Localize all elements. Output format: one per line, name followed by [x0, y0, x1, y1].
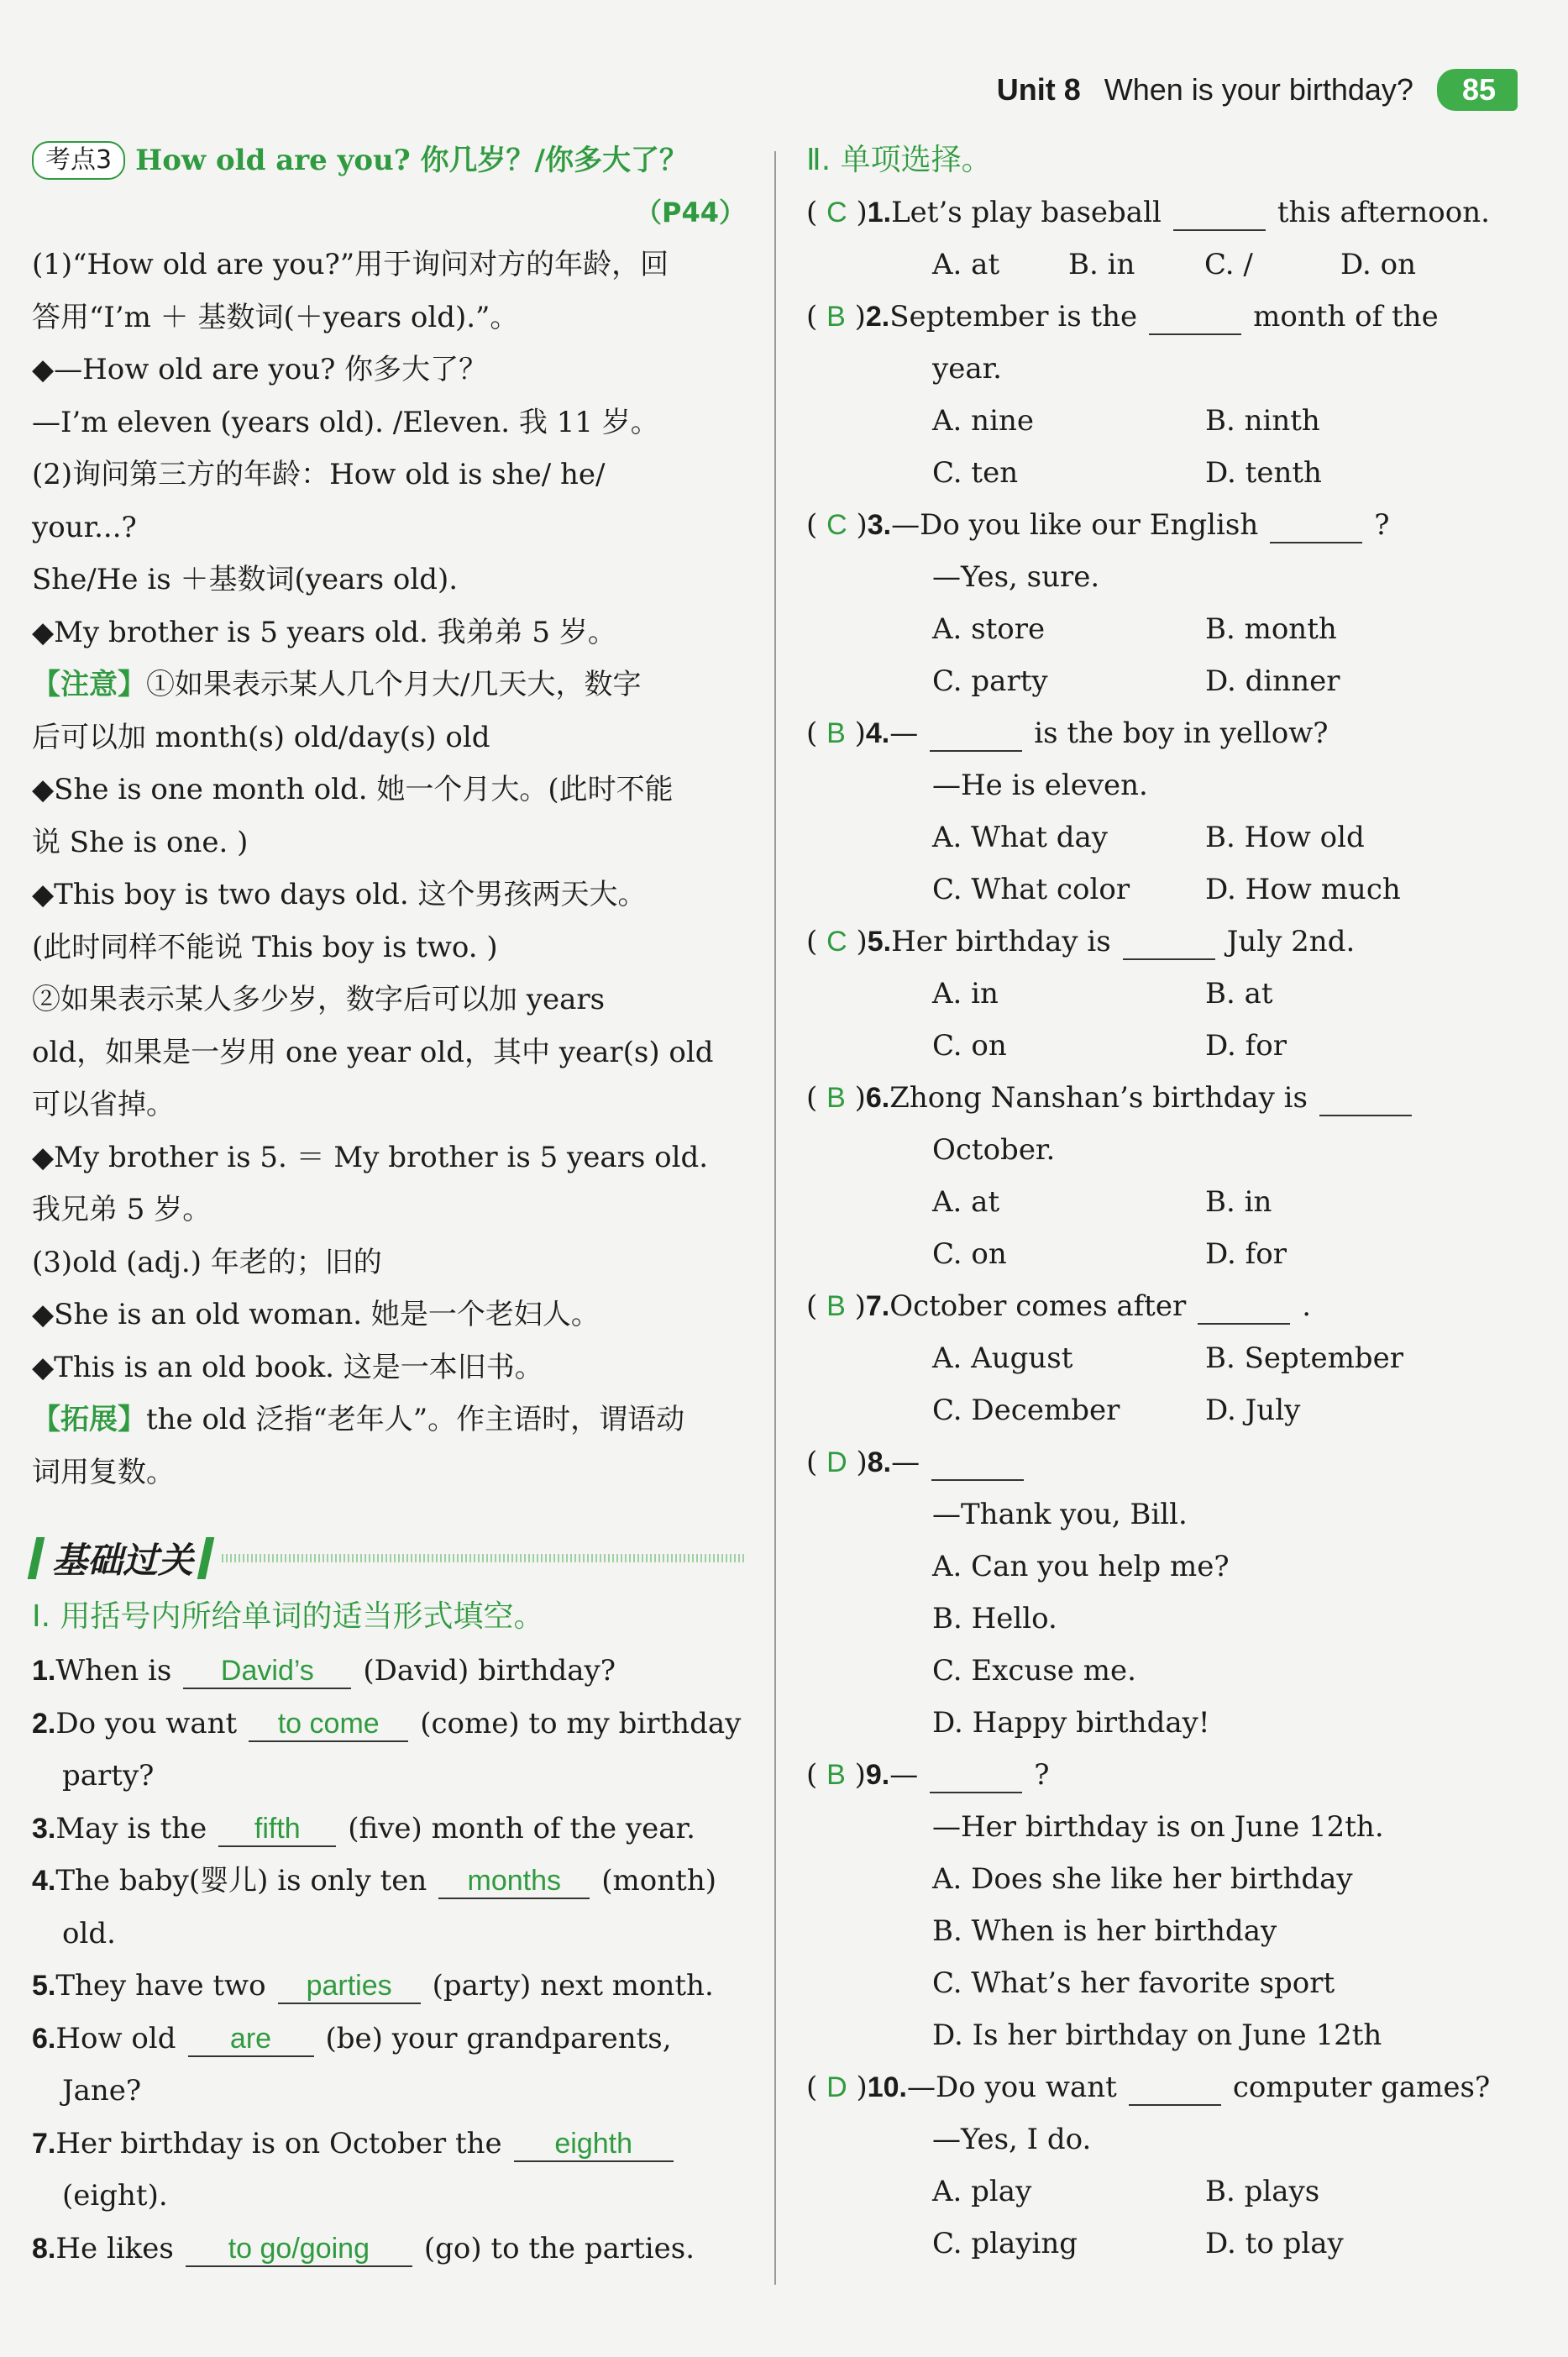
answer-bracket: ( B ) — [806, 717, 866, 750]
question-number: 1. — [32, 1655, 56, 1687]
note-lines — [32, 711, 746, 1394]
question-text: Do you want — [55, 1706, 238, 1740]
option-row — [806, 1228, 1529, 1280]
answer-blank[interactable]: to go/going — [186, 2232, 412, 2267]
note-line: (3)old (adj.) 年老的；旧的 — [32, 1245, 382, 1279]
stem-part1: Let’s play baseball — [891, 196, 1162, 229]
expand-text: the old 泛指“老年人”。作主语时，谓语动 — [146, 1403, 685, 1436]
question-hint: (be) your grandparents, — [325, 2021, 672, 2055]
option-row — [806, 1020, 1529, 1072]
part1-title: Ⅰ. 用括号内所给单词的适当形式填空。 — [32, 1599, 544, 1634]
stem-blank — [1123, 925, 1215, 960]
option-row — [806, 1593, 1529, 1645]
explanation-line: 答用“I’m ＋ 基数词(＋years old).”。 — [32, 300, 519, 334]
fill-question — [32, 2223, 746, 2276]
option-c[interactable]: C. December — [932, 1394, 1120, 1427]
question-number: 7. — [32, 2127, 56, 2160]
option-row — [806, 1541, 1529, 1593]
question-number: 1. — [867, 197, 892, 228]
expand-first-line — [32, 1394, 746, 1446]
stem-continuation: —He is eleven. — [932, 769, 1148, 802]
option-c[interactable]: C. party — [932, 664, 1048, 698]
stem-part1: — — [889, 717, 919, 750]
question-number: 4. — [865, 717, 890, 749]
option-b[interactable]: B. How old — [1205, 821, 1365, 854]
fill-question — [32, 1803, 746, 1856]
question-number: 9. — [865, 1759, 890, 1791]
question-text: The baby(婴儿) is only ten — [55, 1864, 427, 1898]
fill-question — [32, 1855, 746, 1908]
page-header — [997, 69, 1518, 111]
option-a[interactable]: A. in — [932, 977, 999, 1011]
stem-part1: Zhong Nanshan’s birthday is — [889, 1081, 1308, 1115]
stem-part2: . — [1302, 1289, 1312, 1323]
option-a[interactable]: A. nine — [932, 404, 1034, 438]
option-c[interactable]: C. ten — [932, 456, 1019, 490]
answer-bracket: ( B ) — [806, 1081, 866, 1115]
option-row — [806, 2218, 1529, 2270]
page-number: 85 — [1437, 69, 1518, 111]
selected-answer[interactable]: C — [826, 197, 847, 228]
answer-bracket: ( C ) — [806, 196, 868, 229]
stem-continuation: year. — [932, 352, 1002, 386]
option-c[interactable]: C. on — [932, 1237, 1007, 1271]
question-text: Her birthday is on October the — [55, 2126, 502, 2160]
left-column — [32, 134, 746, 2275]
option-b[interactable]: B. in — [1068, 248, 1135, 281]
option-a[interactable]: A. store — [932, 612, 1046, 646]
question-text: How old — [55, 2021, 176, 2055]
question-hint: (come) to my birthday — [420, 1706, 742, 1740]
option-c[interactable]: C. on — [932, 1029, 1007, 1063]
option-row — [806, 864, 1529, 916]
selected-answer[interactable]: C — [826, 926, 847, 958]
option-b[interactable]: B. Hello. — [932, 1602, 1057, 1635]
selected-answer[interactable]: B — [826, 717, 846, 749]
question-number: 2. — [865, 301, 890, 333]
option-d[interactable]: D. dinner — [1205, 664, 1340, 698]
option-b[interactable]: B. month — [1205, 612, 1337, 646]
stem-part1: —Do you like our English — [891, 508, 1259, 542]
option-d[interactable]: D. tenth — [1205, 456, 1322, 490]
note-line: ◆She is an old woman. 她是一个老妇人。 — [32, 1298, 600, 1331]
stem-part2: is the boy in yellow? — [1034, 717, 1329, 750]
mc-question — [806, 1072, 1529, 1124]
option-row — [806, 655, 1529, 707]
option-row — [806, 968, 1529, 1020]
selected-answer[interactable]: D — [826, 2071, 847, 2103]
option-d[interactable]: D. for — [1205, 1029, 1287, 1063]
stem-part1: — — [891, 1446, 920, 1479]
note-first-line — [32, 659, 746, 711]
stem-blank — [1270, 508, 1362, 543]
mc-question — [806, 499, 1529, 551]
note-line: ②如果表示某人多少岁，数字后可以加 years — [32, 983, 606, 1016]
question-number: 5. — [867, 926, 892, 958]
explanation-line: —I’m eleven (years old). /Eleven. 我 11 岁。 — [32, 405, 659, 439]
fill-question — [32, 1645, 746, 1698]
stem-continuation: —Her birthday is on June 12th. — [932, 1810, 1384, 1844]
note-line: 说 She is one. ) — [32, 825, 249, 859]
option-row — [806, 1957, 1529, 2009]
answer-bracket: ( B ) — [806, 300, 866, 333]
answer-bracket: ( C ) — [806, 925, 868, 958]
question-number: 10. — [867, 2071, 907, 2103]
stem-blank — [1173, 196, 1266, 231]
question-number: 6. — [865, 1082, 890, 1114]
section-bar-left — [28, 1537, 45, 1579]
answer-bracket: ( B ) — [806, 1289, 866, 1323]
stem-blank — [1129, 2071, 1221, 2106]
option-row — [806, 447, 1529, 499]
note-line: ◆This boy is two days old. 这个男孩两天大。 — [32, 878, 647, 911]
stem-blank — [1198, 1289, 1290, 1325]
note-line: 后可以加 month(s) old/day(s) old — [32, 720, 490, 754]
answer-bracket: ( D ) — [806, 2071, 868, 2104]
fill-question — [32, 1698, 746, 1751]
option-c[interactable]: C. Excuse me. — [932, 1654, 1136, 1688]
stem-continuation: —Yes, sure. — [932, 560, 1100, 594]
section-title: 基础过关 — [52, 1540, 194, 1581]
option-row — [806, 2165, 1529, 2218]
answer-blank[interactable]: David’s — [183, 1654, 351, 1689]
option-b[interactable]: B. September — [1205, 1341, 1403, 1375]
answer-bracket: ( C ) — [806, 508, 868, 542]
unit-label: Unit 8 — [996, 72, 1081, 107]
note-line: old，如果是一岁用 one year old，其中 year(s) old — [32, 1035, 714, 1069]
selected-answer[interactable]: B — [826, 1082, 846, 1114]
mc-question — [806, 1280, 1529, 1332]
stem-part1: September is the — [889, 300, 1138, 333]
option-row — [806, 1853, 1529, 1905]
question-number: 7. — [865, 1290, 890, 1322]
mc-question — [806, 2061, 1529, 2113]
option-d[interactable]: D. How much — [1205, 873, 1401, 906]
note-tag: 【注意】 — [32, 668, 146, 701]
kaodian-heading — [32, 134, 746, 186]
question-hint: (go) to the parties. — [423, 2231, 695, 2265]
question-continuation: old. — [62, 1916, 116, 1950]
explanation-line: ◆My brother is 5 years old. 我弟弟 5 岁。 — [32, 615, 616, 649]
mc-question — [806, 1436, 1529, 1488]
option-c[interactable]: C. / — [1204, 248, 1253, 281]
selected-answer[interactable]: B — [826, 1290, 846, 1322]
answer-bracket: ( B ) — [806, 1758, 866, 1792]
page-reference: （P44） — [635, 197, 746, 228]
option-d[interactable]: D. Happy birthday! — [932, 1706, 1210, 1740]
option-a[interactable]: A. August — [932, 1341, 1073, 1375]
note-text: ①如果表示某人几个月大/几天大，数字 — [146, 668, 642, 701]
explanation-line: She/He is ＋基数词(years old). — [32, 563, 459, 596]
option-d[interactable]: D. on — [1340, 248, 1417, 281]
option-row — [806, 811, 1529, 864]
answer-bracket: ( D ) — [806, 1446, 868, 1479]
selected-answer[interactable]: B — [826, 1759, 846, 1791]
option-row — [806, 1384, 1529, 1436]
multiple-choice-list — [806, 186, 1529, 2270]
explanation-line: your...? — [32, 510, 137, 544]
option-d[interactable]: D. July — [1205, 1394, 1301, 1427]
question-text: When is — [55, 1654, 172, 1688]
option-a[interactable]: A. at — [932, 1185, 1000, 1219]
answer-blank[interactable]: fifth — [218, 1812, 336, 1847]
right-column — [806, 134, 1529, 2270]
stem-part2: ? — [1374, 508, 1390, 542]
stem-blank — [930, 1758, 1022, 1793]
answer-blank[interactable]: are — [188, 2022, 314, 2057]
question-hint: (party) next month. — [432, 1969, 714, 2003]
option-row — [806, 1905, 1529, 1957]
answer-blank[interactable]: eighth — [514, 2127, 674, 2162]
question-continuation: Jane? — [62, 2074, 142, 2108]
option-b[interactable]: B. ninth — [1205, 404, 1320, 438]
stem-part1: Her birthday is — [891, 925, 1111, 958]
note-line: ◆She is one month old. 她一个月大。(此时不能 — [32, 773, 674, 806]
question-hint: (month) — [601, 1864, 716, 1898]
option-row — [806, 1697, 1529, 1749]
option-b[interactable]: B. plays — [1205, 2175, 1320, 2208]
option-b[interactable]: B. at — [1205, 977, 1273, 1011]
column-divider — [774, 151, 776, 2285]
note-line: 我兄弟 5 岁。 — [32, 1193, 212, 1226]
explanation-line: (2)询问第三方的年龄：How old is she/ he/ — [32, 458, 606, 491]
option-c[interactable]: C. What color — [932, 873, 1130, 906]
option-d[interactable]: D. to play — [1205, 2227, 1344, 2260]
part2-title: Ⅱ. 单项选择。 — [806, 143, 992, 177]
question-number: 3. — [32, 1812, 56, 1845]
question-number: 3. — [867, 509, 892, 541]
stem-part1: —Do you want — [906, 2071, 1117, 2104]
stem-blank — [931, 1446, 1024, 1481]
stem-blank — [1149, 300, 1241, 335]
option-row — [806, 1645, 1529, 1697]
mc-question — [806, 1749, 1529, 1801]
explanation-line: (1)“How old are you?”用于询问对方的年龄，回 — [32, 248, 669, 281]
option-row — [806, 239, 1529, 291]
question-text: He likes — [55, 2231, 174, 2265]
option-b[interactable]: B. in — [1205, 1185, 1272, 1219]
stem-part1: — — [889, 1758, 919, 1792]
stem-part1: October comes after — [889, 1289, 1187, 1323]
explanation-lines — [32, 239, 746, 659]
question-number: 4. — [32, 1865, 56, 1897]
fill-question — [32, 2118, 746, 2171]
section-bar-right — [197, 1537, 215, 1579]
note-line: ◆My brother is 5. ＝ My brother is 5 years old. — [32, 1140, 709, 1174]
explanation-line: ◆—How old are you? 你多大了？ — [32, 353, 488, 386]
expand-tag: 【拓展】 — [32, 1403, 146, 1436]
question-number: 8. — [867, 1446, 892, 1478]
stem-continuation: —Yes, I do. — [932, 2123, 1092, 2156]
option-b[interactable]: B. When is her birthday — [932, 1914, 1277, 1948]
option-a[interactable]: A. What day — [932, 821, 1108, 854]
option-a[interactable]: A. at — [932, 248, 1000, 281]
stem-part2: July 2nd. — [1226, 925, 1356, 958]
selected-answer[interactable]: C — [826, 509, 847, 541]
answer-blank[interactable]: parties — [278, 1969, 421, 2004]
kaodian-tag: 考点3 — [32, 141, 125, 180]
note-line: ◆This is an old book. 这是一本旧书。 — [32, 1350, 543, 1384]
stem-blank — [930, 717, 1022, 752]
option-c[interactable]: C. What’s her favorite sport — [932, 1966, 1335, 2000]
mc-question — [806, 916, 1529, 968]
question-continuation: (eight). — [62, 2179, 168, 2213]
question-hint: (David) birthday? — [363, 1654, 616, 1688]
section-rule — [222, 1554, 746, 1562]
note-line: 可以省掉。 — [32, 1088, 175, 1121]
note-line: (此时同样不能说 This boy is two. ) — [32, 930, 498, 964]
option-row — [806, 603, 1529, 655]
question-number: 6. — [32, 2022, 56, 2055]
question-number: 8. — [32, 2232, 56, 2265]
stem-part2: ? — [1034, 1758, 1050, 1792]
stem-part2: computer games? — [1232, 2071, 1491, 2104]
option-a[interactable]: A. Does she like her birthday — [932, 1862, 1353, 1896]
option-a[interactable]: A. play — [932, 2175, 1032, 2208]
answer-blank[interactable]: to come — [249, 1707, 408, 1742]
option-row — [806, 1176, 1529, 1228]
question-number: 2. — [32, 1707, 56, 1740]
section-header — [32, 1527, 746, 1589]
question-hint: (five) month of the year. — [348, 1811, 695, 1845]
mc-question — [806, 707, 1529, 759]
selected-answer[interactable]: D — [826, 1446, 847, 1478]
option-row — [806, 1332, 1529, 1384]
mc-question — [806, 291, 1529, 343]
stem-part2: this afternoon. — [1277, 196, 1490, 229]
answer-blank[interactable]: months — [438, 1864, 590, 1899]
stem-continuation: October. — [932, 1133, 1056, 1167]
stem-part2: month of the — [1253, 300, 1439, 333]
unit-title: When is your birthday? — [1104, 72, 1413, 107]
option-d[interactable]: D. Is her birthday on June 12th — [932, 2018, 1382, 2052]
fill-question — [32, 1960, 746, 2013]
selected-answer[interactable]: B — [826, 301, 846, 333]
stem-blank — [1319, 1081, 1412, 1116]
option-a[interactable]: A. Can you help me? — [932, 1550, 1230, 1583]
question-text: May is the — [55, 1811, 207, 1845]
option-c[interactable]: C. playing — [932, 2227, 1078, 2260]
stem-continuation: —Thank you, Bill. — [932, 1498, 1188, 1531]
question-continuation: party? — [62, 1759, 155, 1793]
option-row — [806, 395, 1529, 447]
option-d[interactable]: D. for — [1205, 1237, 1287, 1271]
expand-second-line: 词用复数。 — [32, 1455, 175, 1489]
question-number: 5. — [32, 1970, 56, 2002]
question-text: They have two — [55, 1969, 266, 2003]
fill-question — [32, 2013, 746, 2066]
fill-in-exercises — [32, 1645, 746, 2275]
mc-question — [806, 186, 1529, 239]
kaodian-title: How old are you? 你几岁？/你多大了？ — [135, 144, 688, 177]
option-row — [806, 2009, 1529, 2061]
